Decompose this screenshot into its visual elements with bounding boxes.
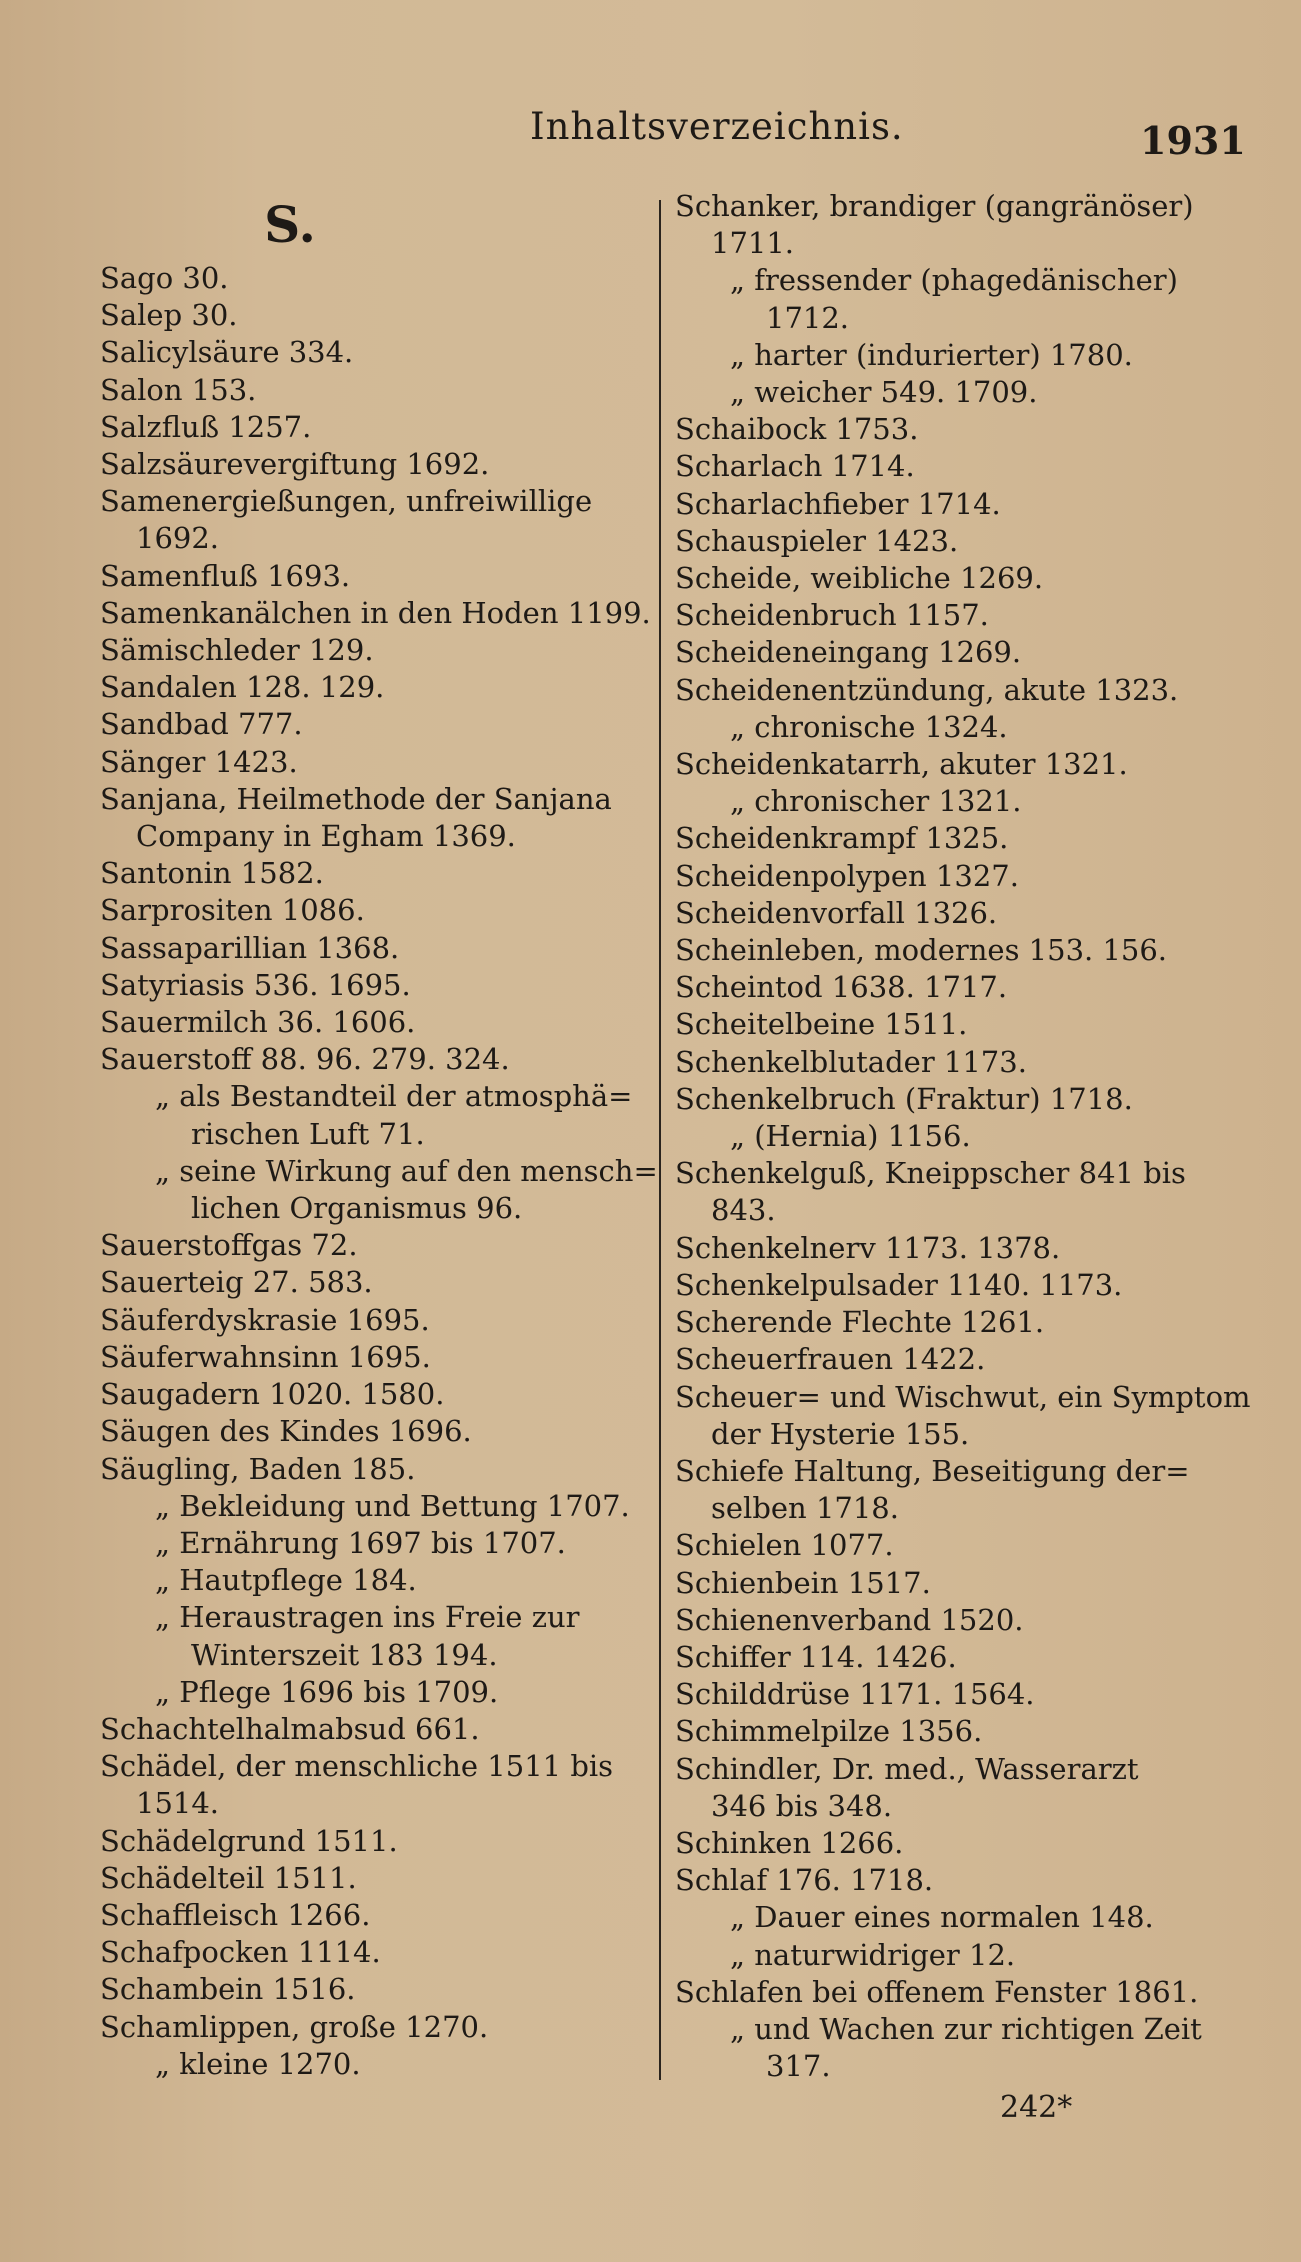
index-entry — [675, 932, 1240, 969]
index-entry — [675, 1899, 1240, 1936]
entry-text: Säuferdyskrasie 1695. — [100, 1302, 430, 1337]
index-entry — [675, 746, 1240, 783]
index-entry — [100, 1451, 650, 1488]
entry-text: Schauspieler 1423. — [675, 523, 959, 558]
index-entry — [100, 855, 650, 892]
index-column-left — [100, 190, 658, 2083]
index-entry — [100, 2009, 650, 2046]
index-entry — [675, 1044, 1240, 1081]
index-entry — [675, 597, 1240, 634]
entry-text: „ Hautpflege 184. — [155, 1563, 417, 1598]
entry-text: Scheidenpolypen 1327. — [675, 858, 1019, 893]
index-entry — [675, 1565, 1240, 1602]
index-entry — [675, 1081, 1240, 1118]
entry-text: „ naturwidriger 12. — [730, 1937, 1016, 1972]
index-entry — [675, 1453, 1240, 1527]
entry-text: Sandalen 128. 129. — [100, 670, 385, 705]
entry-text: Schimmelpilze 1356. — [675, 1714, 983, 1749]
entry-continuation: 843. — [711, 1193, 776, 1228]
entry-text: „ harter (indurierter) 1780. — [730, 337, 1133, 372]
entry-text: „ weicher 549. 1709. — [730, 375, 1038, 410]
index-entry — [675, 1006, 1240, 1043]
entry-text: Schanker, brandiger (gangränöser) — [675, 189, 1194, 223]
entry-text: Scheideneingang 1269. — [675, 635, 1022, 670]
index-entry — [675, 969, 1240, 1006]
index-entry — [675, 634, 1240, 671]
entry-text: Saugadern 1020. 1580. — [100, 1377, 445, 1412]
entry-text: „ (Hernia) 1156. — [730, 1119, 971, 1154]
index-entry — [675, 1230, 1240, 1267]
entry-text: Schambein 1516. — [100, 1972, 356, 2007]
entry-text: Scheidenbruch 1157. — [675, 598, 989, 633]
index-entry — [100, 632, 650, 669]
index-entry — [100, 1674, 650, 1711]
index-entry — [675, 1825, 1240, 1862]
index-entry — [675, 1713, 1240, 1750]
index-entry — [675, 1527, 1240, 1564]
index-entry — [675, 2011, 1240, 2085]
index-entry — [675, 1937, 1240, 1974]
index-entry — [100, 1562, 650, 1599]
entry-text: Scheuerfrauen 1422. — [675, 1342, 986, 1377]
entry-text: Schlafen bei offenem Fenster 1861. — [675, 1974, 1199, 2009]
entry-text: Sauerstoffgas 72. — [100, 1228, 358, 1263]
index-entry — [675, 1602, 1240, 1639]
index-entry — [675, 895, 1240, 932]
entry-text: Säugen des Kindes 1696. — [100, 1414, 472, 1449]
index-entry — [675, 672, 1240, 709]
entry-text: Sarprositen 1086. — [100, 893, 365, 928]
index-entry — [100, 1748, 650, 1822]
entry-continuation: lichen Organismus 96. — [191, 1191, 523, 1226]
index-entry — [675, 1639, 1240, 1676]
entry-text: „ Bekleidung und Bettung 1707. — [155, 1488, 630, 1523]
index-entry — [100, 558, 650, 595]
entry-text: Sauerteig 27. 583. — [100, 1265, 373, 1300]
index-entry — [675, 560, 1240, 597]
entry-continuation: rischen Luft 71. — [191, 1116, 425, 1151]
index-entry — [100, 1599, 650, 1673]
entry-text: „ kleine 1270. — [155, 2046, 361, 2081]
entry-text: Sanjana, Heilmethode der Sanjana — [100, 781, 612, 816]
index-entry — [675, 1974, 1240, 2011]
entry-continuation: der Hysterie 155. — [711, 1416, 970, 1451]
entry-text: Schienenverband 1520. — [675, 1602, 1024, 1637]
index-entry — [100, 1264, 650, 1301]
entry-text: „ fressender (phagedänischer) — [730, 263, 1178, 298]
entry-text: Schenkelblutader 1173. — [675, 1044, 1027, 1079]
signature-mark: 242* — [1000, 2090, 1073, 2125]
entry-continuation: 346 bis 348. — [711, 1788, 893, 1823]
entry-text: Schielen 1077. — [675, 1528, 894, 1563]
index-entry — [100, 967, 650, 1004]
index-entry — [675, 1751, 1240, 1825]
index-entry — [100, 409, 650, 446]
column-divider — [659, 200, 661, 2080]
entry-text: Schienbein 1517. — [675, 1565, 931, 1600]
entry-text: Salep 30. — [100, 298, 238, 333]
entry-text: „ und Wachen zur richtigen Zeit — [730, 2011, 1202, 2046]
entry-text: „ als Bestandteil der atmosphä= — [155, 1079, 633, 1114]
index-entry — [100, 1153, 658, 1227]
entry-text: Schiefe Haltung, Beseitigung der= — [675, 1453, 1190, 1488]
index-entry — [675, 1862, 1240, 1899]
index-entry — [675, 1304, 1240, 1341]
entry-continuation: 317. — [766, 2049, 831, 2084]
index-entry — [100, 1488, 650, 1525]
index-entry — [675, 523, 1240, 560]
entry-text: Santonin 1582. — [100, 856, 324, 891]
index-entry — [675, 820, 1240, 857]
entry-text: Schädelgrund 1511. — [100, 1823, 398, 1858]
entry-text: Säuferwahnsinn 1695. — [100, 1339, 431, 1374]
index-entry — [100, 372, 650, 409]
entry-text: Sänger 1423. — [100, 744, 298, 779]
entry-text: Scheidenentzündung, akute 1323. — [675, 672, 1179, 707]
entry-text: Scheidenvorfall 1326. — [675, 895, 998, 930]
index-entry — [675, 448, 1240, 485]
entry-text: „ Heraustragen ins Freie zur — [155, 1600, 580, 1635]
index-entry — [675, 262, 1240, 336]
entry-continuation: Company in Egham 1369. — [136, 819, 516, 854]
entry-text: Schenkelpulsader 1140. 1173. — [675, 1267, 1123, 1302]
page-number: 1931 — [1140, 118, 1246, 163]
entry-list-left — [100, 260, 658, 2083]
index-entry — [100, 1971, 650, 2008]
entry-text: Samenergießungen, unfreiwillige — [100, 484, 593, 519]
index-entry — [100, 1004, 650, 1041]
entry-text: Samenfluß 1693. — [100, 558, 351, 593]
entry-text: Salzsäurevergiftung 1692. — [100, 447, 490, 482]
index-entry — [675, 1341, 1240, 1378]
entry-text: Sämischleder 129. — [100, 633, 374, 668]
index-entry — [675, 374, 1240, 411]
index-entry — [100, 1413, 650, 1450]
index-entry — [100, 1078, 650, 1152]
entry-text: Scheuer= und Wischwut, ein Symptom — [675, 1379, 1251, 1414]
entry-text: Sauermilch 36. 1606. — [100, 1005, 416, 1040]
entry-text: Schiffer 114. 1426. — [675, 1639, 957, 1674]
entry-text: Schenkelguß, Kneippscher 841 bis — [675, 1156, 1186, 1191]
index-entry — [100, 1823, 650, 1860]
index-entry — [100, 595, 650, 632]
entry-text: Salon 153. — [100, 372, 257, 407]
index-entry — [675, 858, 1240, 895]
running-header: Inhaltsverzeichnis. — [530, 105, 904, 148]
entry-text: Sandbad 777. — [100, 707, 303, 742]
index-entry — [100, 1302, 650, 1339]
entry-text: Schamlippen, große 1270. — [100, 2009, 489, 2044]
index-entry — [100, 706, 650, 743]
entry-text: Schafpocken 1114. — [100, 1935, 381, 1970]
index-entry — [675, 709, 1240, 746]
entry-text: Sassaparillian 1368. — [100, 930, 400, 965]
entry-continuation: 1712. — [766, 300, 850, 335]
entry-text: „ seine Wirkung auf den mensch= — [155, 1153, 658, 1188]
entry-text: Schenkelbruch (Fraktur) 1718. — [675, 1081, 1133, 1116]
index-entry — [100, 1897, 650, 1934]
entry-text: Scheidenkrampf 1325. — [675, 821, 1009, 856]
entry-text: „ chronischer 1321. — [730, 784, 1022, 819]
index-entry — [100, 669, 650, 706]
index-entry — [675, 1118, 1240, 1155]
index-entry — [675, 1676, 1240, 1713]
index-entry — [100, 1041, 650, 1078]
entry-continuation: 1514. — [136, 1786, 220, 1821]
index-entry — [675, 1379, 1251, 1453]
index-entry — [100, 930, 650, 967]
entry-text: „ Ernährung 1697 bis 1707. — [155, 1525, 566, 1560]
entry-text: Satyriasis 536. 1695. — [100, 967, 411, 1002]
index-entry — [100, 1860, 650, 1897]
entry-text: Schenkelnerv 1173. 1378. — [675, 1230, 1061, 1265]
index-entry — [100, 334, 650, 371]
entry-text: Schädelteil 1511. — [100, 1860, 357, 1895]
entry-continuation: 1711. — [711, 226, 795, 261]
index-column-right — [675, 188, 1251, 2085]
entry-text: Schinken 1266. — [675, 1825, 904, 1860]
index-entry — [100, 260, 650, 297]
entry-text: Schlaf 176. 1718. — [675, 1863, 934, 1898]
entry-text: Schädel, der menschliche 1511 bis — [100, 1749, 614, 1784]
index-entry — [100, 1227, 650, 1264]
index-entry — [675, 411, 1240, 448]
entry-text: Samenkanälchen in den Hoden 1199. — [100, 595, 651, 630]
entry-text: Schachtelhalmabsud 661. — [100, 1711, 480, 1746]
entry-text: „ chronische 1324. — [730, 709, 1008, 744]
entry-text: Scherende Flechte 1261. — [675, 1305, 1045, 1340]
entry-text: Scharlachfieber 1714. — [675, 486, 1001, 521]
entry-text: Schaffleisch 1266. — [100, 1897, 371, 1932]
index-entry — [100, 1934, 650, 1971]
index-entry — [100, 1711, 650, 1748]
entry-continuation: selben 1718. — [711, 1491, 899, 1526]
index-entry — [100, 483, 650, 557]
index-entry — [100, 2046, 650, 2083]
index-entry — [100, 892, 650, 929]
index-entry — [100, 446, 650, 483]
entry-text: „ Pflege 1696 bis 1709. — [155, 1674, 499, 1709]
entry-list-right — [675, 188, 1251, 2085]
entry-text: Schaibock 1753. — [675, 412, 919, 447]
index-entry — [675, 486, 1240, 523]
entry-text: Scheide, weibliche 1269. — [675, 561, 1044, 596]
entry-text: Scheintod 1638. 1717. — [675, 970, 1008, 1005]
entry-text: Scheitelbeine 1511. — [675, 1007, 968, 1042]
entry-text: Sago 30. — [100, 261, 229, 295]
index-entry — [675, 783, 1240, 820]
entry-text: Sauerstoff 88. 96. 279. 324. — [100, 1042, 510, 1077]
index-entry — [675, 188, 1240, 262]
index-entry — [100, 297, 650, 334]
index-entry — [675, 337, 1240, 374]
entry-text: Schilddrüse 1171. 1564. — [675, 1677, 1035, 1712]
index-entry — [100, 1376, 650, 1413]
entry-continuation: 1692. — [136, 521, 220, 556]
index-entry — [100, 781, 650, 855]
index-entry — [100, 1339, 650, 1376]
entry-text: Salzfluß 1257. — [100, 409, 312, 444]
entry-text: Salicylsäure 334. — [100, 335, 354, 370]
entry-text: Säugling, Baden 185. — [100, 1451, 416, 1486]
entry-text: Scheinleben, modernes 153. 156. — [675, 933, 1168, 968]
entry-text: Scheidenkatarrh, akuter 1321. — [675, 747, 1128, 782]
index-entry — [675, 1155, 1240, 1229]
section-letter: S. — [264, 195, 316, 254]
entry-continuation: Winterszeit 183 194. — [191, 1637, 498, 1672]
entry-text: Schindler, Dr. med., Wasserarzt — [675, 1751, 1139, 1786]
entry-text: „ Dauer eines normalen 148. — [730, 1900, 1154, 1935]
index-entry — [100, 744, 650, 781]
entry-text: Scharlach 1714. — [675, 449, 915, 484]
index-entry — [100, 1525, 650, 1562]
index-entry — [675, 1267, 1240, 1304]
